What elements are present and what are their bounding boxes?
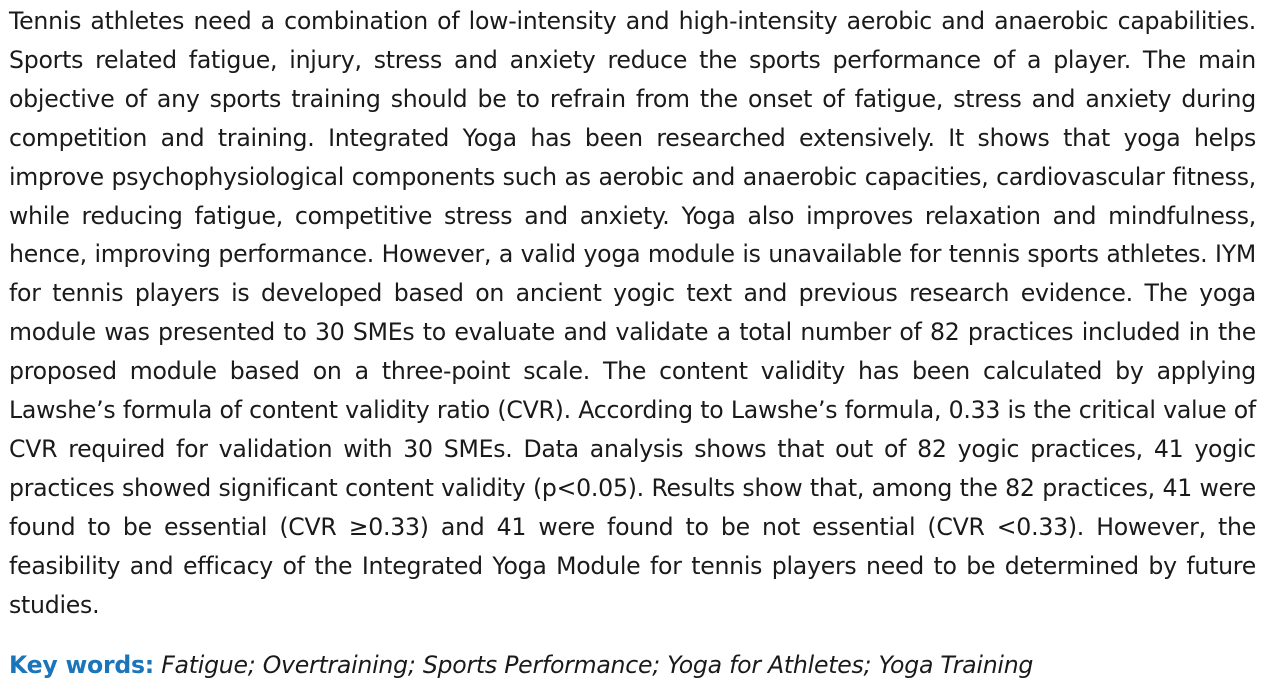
- keywords-line: [9, 646, 1256, 685]
- keywords-list: Fatigue; Overtraining; Sports Performance; Yoga for Athletes; Yoga Training: [161, 650, 1034, 679]
- paper-abstract-section: [9, 2, 1256, 684]
- keywords-label: Key words:: [9, 650, 154, 679]
- abstract-paragraph: Tennis athletes need a combination of low-intensity and high-intensity aerobic and anaerobic capabilities. Sports related fatigue, injury, stress and anxiety reduce the sports performance of a player. The main objective of any sports training should be to refrain from the onset of fatigue, stress and anxiety during competition and training. Integrated Yoga has been researched extensively. It shows that yoga helps improve psychophysiological components such as aerobic and anaerobic capacities, cardiovascular fitness, while reducing fatigue, competitive stress and anxiety. Yoga also improves relaxation and mindfulness, hence, improving performance. However, a valid yoga module is unavailable for tennis sports athletes. IYM for tennis players is developed based on ancient yogic text and previous research evidence. The yoga module was presented to 30 SMEs to evaluate and validate a total number of 82 practices included in the proposed module based on a three-point scale. The content validity has been calculated by applying Lawshe’s formula of content validity ratio (CVR). According to Lawshe’s formula, 0.33 is the critical value of CVR required for validation with 30 SMEs. Data analysis shows that out of 82 yogic practices, 41 yogic practices showed significant content validity (p<0.05). Results show that, among the 82 practices, 41 were found to be essential (CVR ≥0.33) and 41 were found to be not essential (CVR <0.33). However, the feasibility and efficacy of the Integrated Yoga Module for tennis players need to be determined by future studies.: [9, 7, 1256, 619]
